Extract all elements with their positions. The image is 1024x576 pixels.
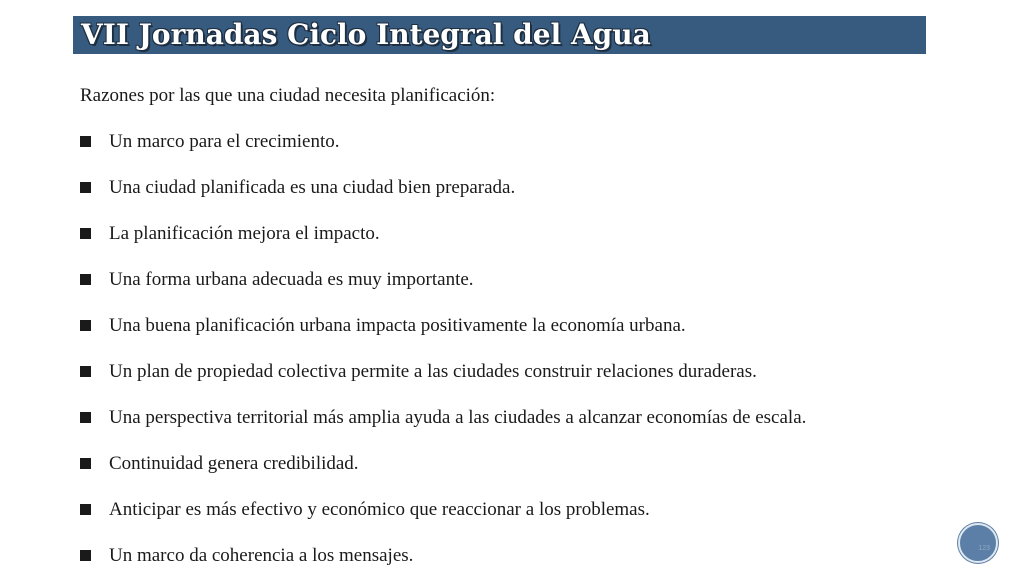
title-bar	[73, 16, 926, 54]
bullet-item	[80, 314, 806, 360]
bullet-item	[80, 360, 806, 406]
square-bullet-icon	[80, 182, 91, 193]
bullet-text: Una ciudad planificada es una ciudad bien preparada.	[109, 177, 516, 198]
bullet-item	[80, 406, 806, 452]
slide-title: VII Jornadas Ciclo Integral del Agua	[81, 18, 651, 51]
intro-text: Razones por las que una ciudad necesita planificación:	[80, 85, 496, 106]
bullet-text: Continuidad genera credibilidad.	[109, 453, 359, 474]
square-bullet-icon	[80, 504, 91, 515]
bullet-text: Una forma urbana adecuada es muy importante.	[109, 269, 474, 290]
bullet-text: Un marco para el crecimiento.	[109, 131, 340, 152]
square-bullet-icon	[80, 274, 91, 285]
bullet-text: Anticipar es más efectivo y económico que reaccionar a los problemas.	[109, 499, 650, 520]
bullet-item	[80, 452, 806, 498]
square-bullet-icon	[80, 366, 91, 377]
bullet-item	[80, 268, 806, 314]
bullet-item	[80, 222, 806, 268]
bullet-text: Un plan de propiedad colectiva permite a las ciudades construir relaciones duraderas.	[109, 361, 757, 382]
square-bullet-icon	[80, 412, 91, 423]
square-bullet-icon	[80, 228, 91, 239]
page-number: 123	[978, 545, 990, 552]
bullet-item	[80, 498, 806, 544]
bullet-text: Una buena planificación urbana impacta positivamente la economía urbana.	[109, 315, 686, 336]
square-bullet-icon	[80, 320, 91, 331]
bullet-item	[80, 130, 806, 176]
bullet-item	[80, 544, 806, 576]
page-number-badge	[958, 523, 998, 563]
bullet-text: Una perspectiva territorial más amplia ayuda a las ciudades a alcanzar economías de escala.	[109, 407, 807, 428]
square-bullet-icon	[80, 458, 91, 469]
bullet-text: Un marco da coherencia a los mensajes.	[109, 545, 414, 566]
bullet-item	[80, 176, 806, 222]
bullet-text: La planificación mejora el impacto.	[109, 223, 380, 244]
square-bullet-icon	[80, 550, 91, 561]
bullet-list	[80, 130, 806, 576]
square-bullet-icon	[80, 136, 91, 147]
